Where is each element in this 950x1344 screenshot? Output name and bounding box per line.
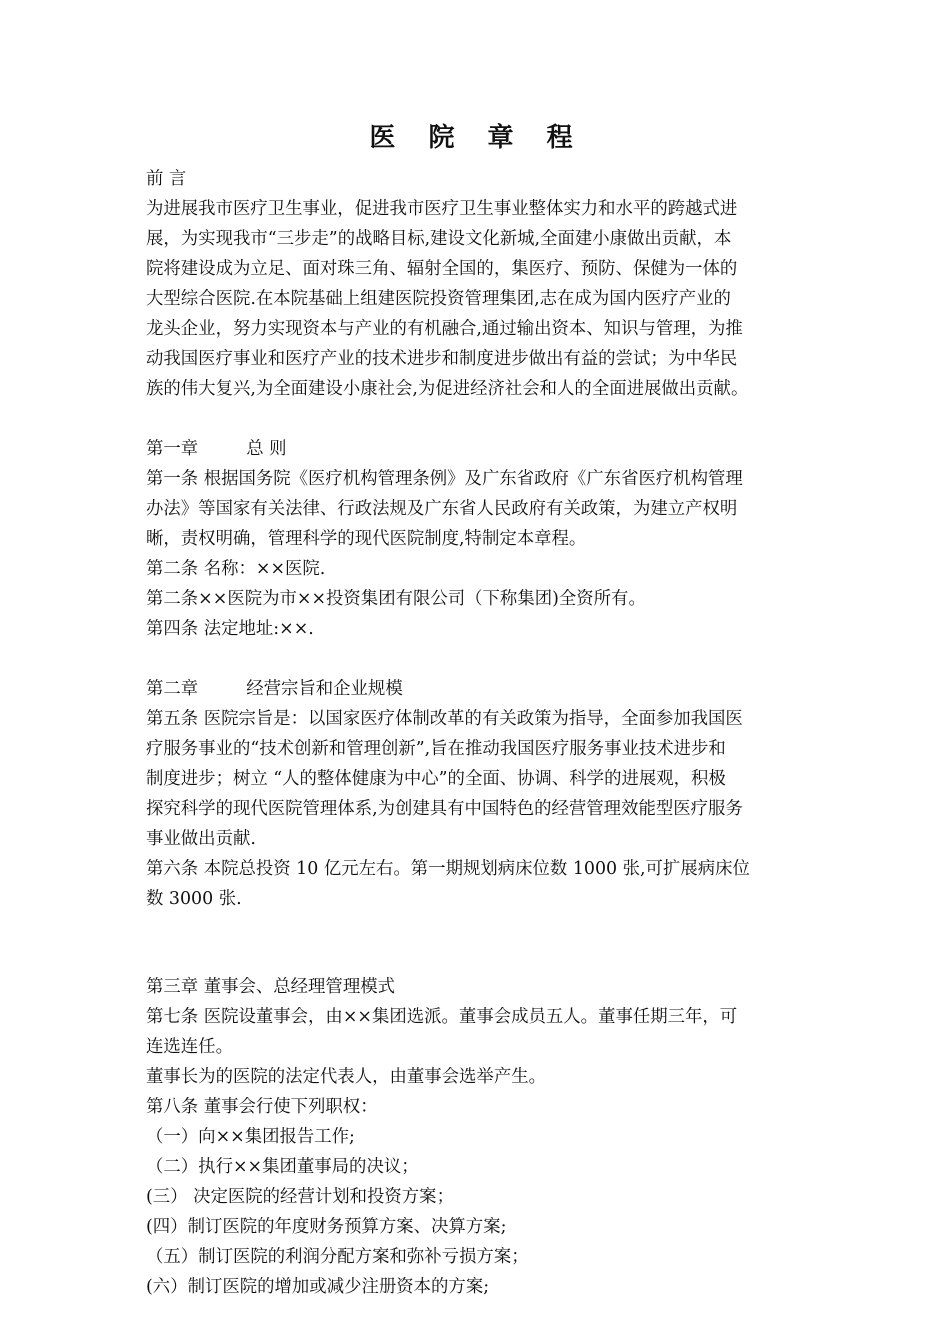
paragraph-line: 第一条 根据国务院《医疗机构管理条例》及广东省政府《广东省医疗机构管理 — [146, 469, 743, 489]
list-item: (四）制订医院的年度财务预算方案、决算方案; — [146, 1217, 507, 1237]
paragraph-line: 晰，责权明确，管理科学的现代医院制度,特制定本章程。 — [146, 529, 587, 549]
paragraph-line: 疗服务事业的“技术创新和管理创新”,旨在推动我国医疗服务事业技术进步和 — [146, 739, 726, 759]
paragraph-line: 事业做出贡献. — [146, 829, 256, 849]
chapter-1-section — [146, 434, 808, 644]
paragraph-line: 第四条 法定地址:××. — [146, 619, 314, 639]
paragraph-line: 为进展我市医疗卫生事业，促进我市医疗卫生事业整体实力和水平的跨越式进 — [146, 199, 738, 219]
spacer — [146, 644, 808, 674]
paragraph-line: 大型综合医院.在本院基础上组建医院投资管理集团,志在成为国内医疗产业的 — [146, 289, 731, 309]
chapter-3-heading: 第三章 董事会、总经理管理模式 — [146, 977, 395, 997]
preface-heading: 前 言 — [146, 169, 187, 189]
paragraph-line: 第六条 本院总投资 10 亿元左右。第一期规划病床位数 1000 张,可扩展病床位 — [146, 859, 750, 879]
spacer — [146, 404, 808, 434]
paragraph-line: 董事长为的医院的法定代表人，由董事会选举产生。 — [146, 1067, 546, 1087]
paragraph-line: 龙头企业，努力实现资本与产业的有机融合,通过输出资本、知识与管理，为推 — [146, 319, 743, 339]
paragraph-line: 族的伟大复兴,为全面建设小康社会,为促进经济社会和人的全面进展做出贡献。 — [146, 379, 749, 399]
list-item: （五）制订医院的利润分配方案和弥补亏损方案； — [146, 1247, 529, 1267]
chapter-2-heading — [146, 674, 808, 704]
chapter-3-section — [146, 972, 808, 1302]
preface-section — [146, 164, 808, 404]
paragraph-line: 动我国医疗事业和医疗产业的技术进步和制度进步做出有益的尝试；为中华民 — [146, 349, 738, 369]
paragraph-line: 办法》等国家有关法律、行政法规及广东省人民政府有关政策，为建立产权明 — [146, 499, 738, 519]
list-item: (六）制订医院的增加或减少注册资本的方案; — [146, 1277, 490, 1297]
document-page — [146, 118, 808, 1302]
paragraph-line: 展，为实现我市“三步走”的战略目标,建设文化新城,全面建小康做出贡献，本 — [146, 229, 732, 249]
paragraph-line: 第二条××医院为市××投资集团有限公司（下称集团)全资所有。 — [146, 589, 646, 609]
paragraph-line: 连选连任。 — [146, 1037, 233, 1057]
chapter-label: 第一章 — [146, 439, 199, 459]
paragraph-line: 第二条 名称：××医院. — [146, 559, 326, 579]
spacer — [146, 914, 808, 972]
document-title: 医 院 章 程 — [369, 123, 585, 153]
paragraph-line: 第五条 医院宗旨是：以国家医疗体制改革的有关政策为指导，全面参加我国医 — [146, 709, 743, 729]
list-item: （二）执行××集团董事局的决议； — [146, 1157, 419, 1177]
paragraph-line: 第八条 董事会行使下列职权： — [146, 1097, 378, 1117]
paragraph-line: 第七条 医院设董事会，由××集团选派。董事会成员五人。董事任期三年，可 — [146, 1007, 738, 1027]
paragraph-line: 制度进步；树立 “人的整体健康为中心”的全面、协调、科学的进展观，积极 — [146, 769, 726, 789]
paragraph-line: 数 3000 张. — [146, 889, 242, 909]
list-item: (三） 决定医院的经营计划和投资方案； — [146, 1187, 454, 1207]
chapter-2-section — [146, 674, 808, 914]
chapter-label: 第二章 — [146, 679, 199, 699]
list-item: （一）向××集团报告工作; — [146, 1127, 355, 1147]
paragraph-line: 院将建设成为立足、面对珠三角、辐射全国的，集医疗、预防、保健为一体的 — [146, 259, 738, 279]
chapter-1-heading — [146, 434, 808, 464]
chapter-name: 总 则 — [246, 439, 287, 459]
paragraph-line: 探究科学的现代医院管理体系,为创建具有中国特色的经营管理效能型医疗服务 — [146, 799, 743, 819]
chapter-name: 经营宗旨和企业规模 — [246, 679, 403, 699]
